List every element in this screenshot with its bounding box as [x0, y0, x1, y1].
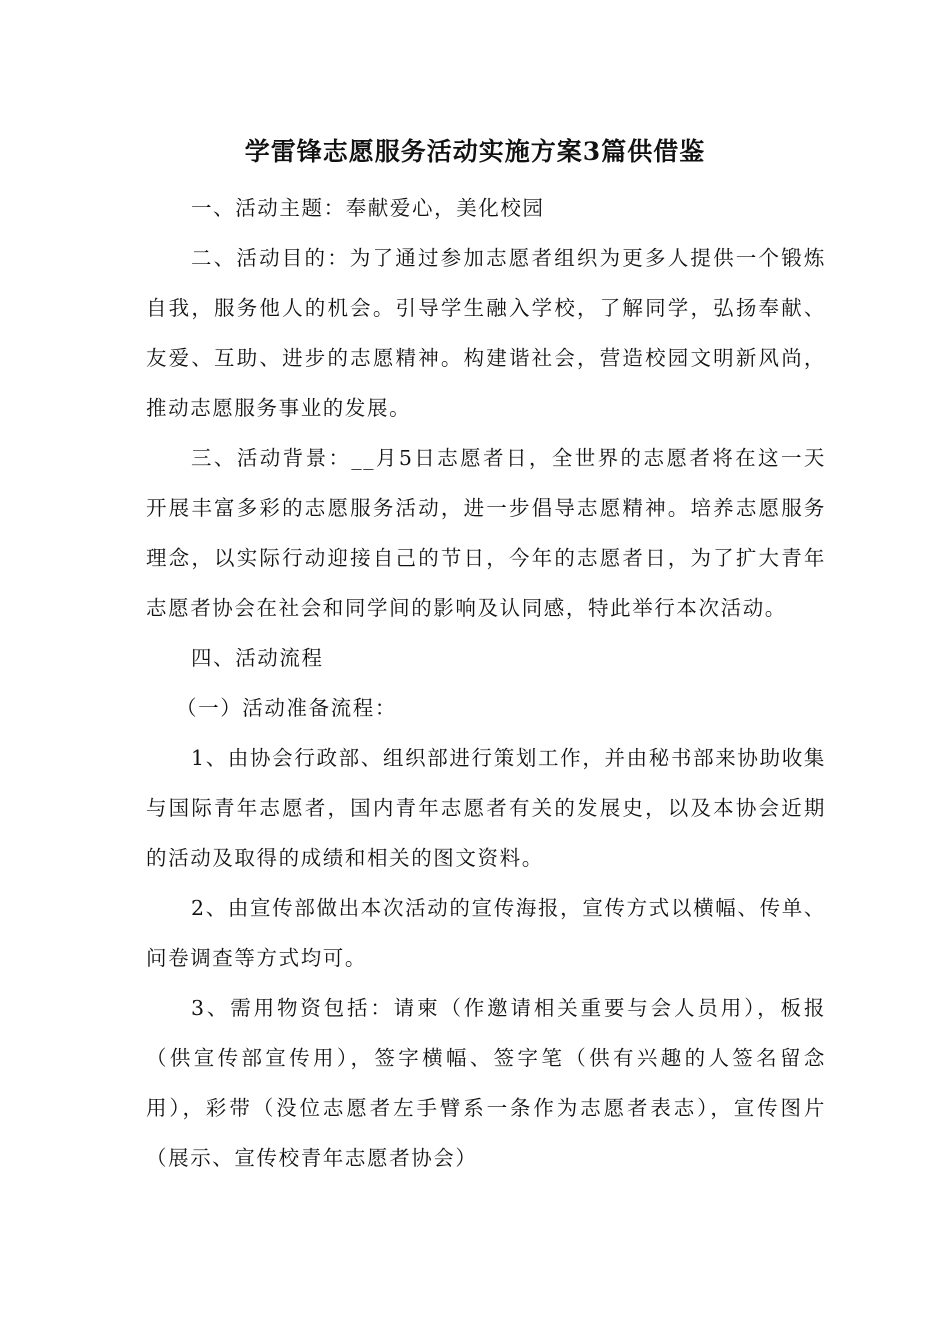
- paragraph-step-2: 2、由宣传部做出本次活动的宣传海报，宣传方式以横幅、传单、问卷调查等方式均可。: [146, 896, 826, 970]
- document-title: 学雷锋志愿服务活动实施方案3篇供借鉴: [244, 137, 706, 166]
- paragraph-step-3: 3、需用物资包括：请柬（作邀请相关重要与会人员用），板报（供宣传部宣传用），签字横幅、签字笔（供有兴趣的人签名留念用），彩带（没位志愿者左手臂系一条作为志愿者表志），宣传图片（展示、宣传校青年志愿者协会）: [146, 996, 826, 1170]
- paragraph-step-1: 1、由协会行政部、组织部进行策划工作，并由秘书部来协助收集与国际青年志愿者，国内青年志愿者有关的发展史，以及本协会近期的活动及取得的成绩和相关的图文资料。: [146, 746, 826, 870]
- document-body: [146, 183, 826, 1183]
- paragraph-preparation-heading: （一）活动准备流程：: [176, 696, 397, 720]
- paragraph-purpose: 二、活动目的：为了通过参加志愿者组织为更多人提供一个锻炼自我，服务他人的机会。引导学生融入学校，了解同学，弘扬奉献、友爱、互助、进步的志愿精神。构建谐社会，营造校园文明新风尚，推动志愿服务事业的发展。: [146, 246, 826, 420]
- paragraph-theme: 一、活动主题：奉献爱心，美化校园: [191, 196, 545, 220]
- paragraph-background: 三、活动背景：__月5日志愿者日，全世界的志愿者将在这一天开展丰富多彩的志愿服务活动，进一步倡导志愿精神。培养志愿服务理念，以实际行动迎接自己的节日，今年的志愿者日，为了扩大青年志愿者协会在社会和同学间的影响及认同感，特此举行本次活动。: [146, 446, 826, 620]
- paragraph-process-heading: 四、活动流程: [191, 646, 324, 670]
